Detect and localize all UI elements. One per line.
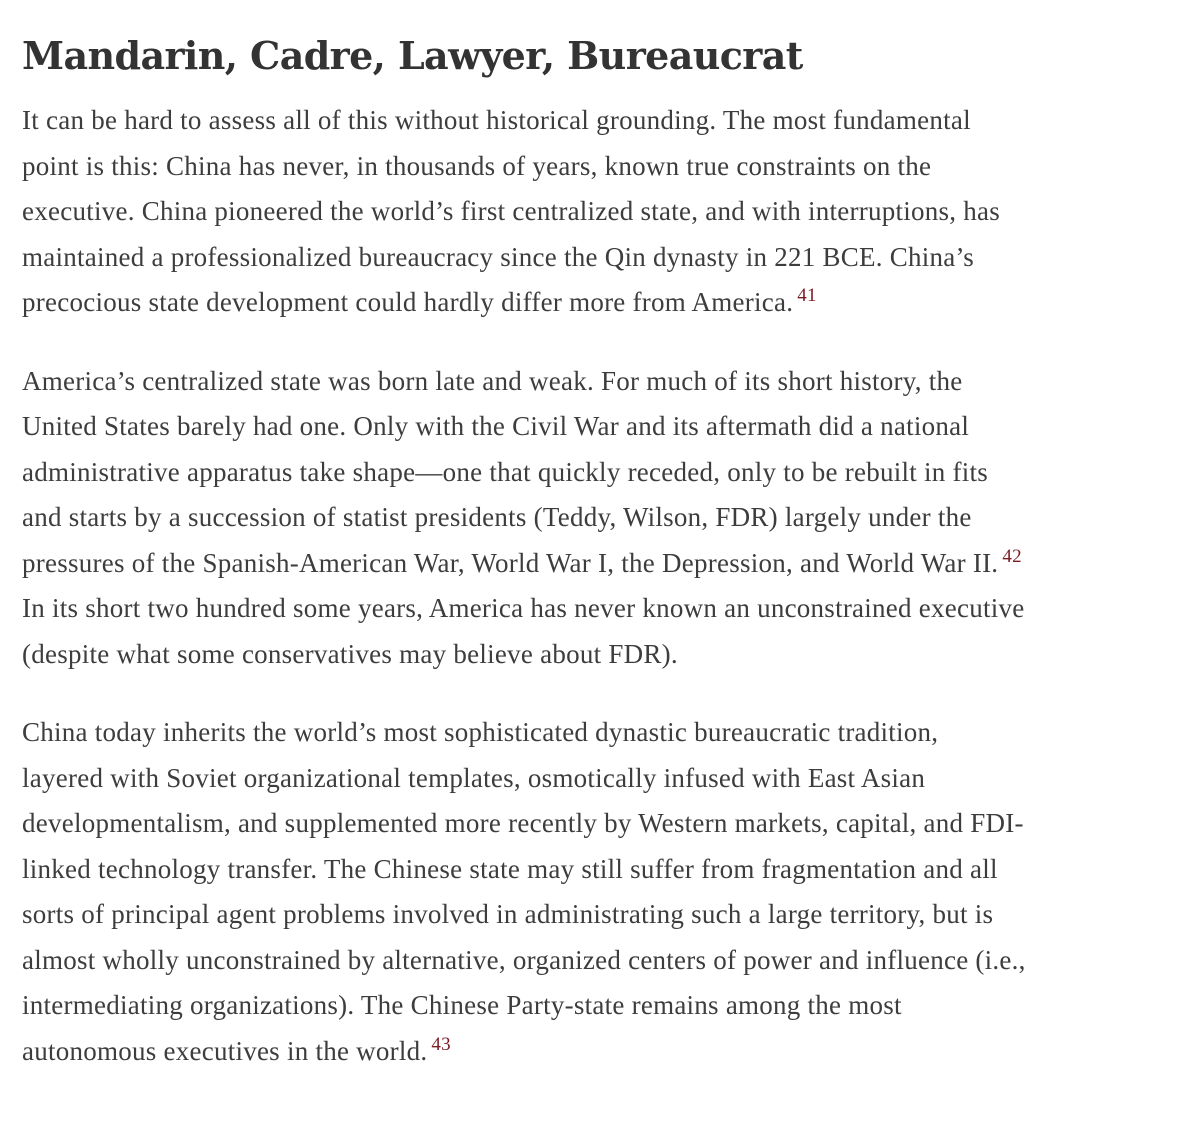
paragraph-line: linked technology transfer. The Chinese state may still suffer from fragmentation and all [22,853,998,884]
paragraph-line: It can be hard to assess all of this without historical grounding. The most fundamental [22,105,971,135]
footnote-link[interactable]: 42 [1002,545,1022,567]
paragraph-line [22,1029,1182,1075]
paragraph-line: China today inherits the world’s most sophisticated dynastic bureaucratic tradition, [22,717,939,747]
paragraph-line: sorts of principal agent problems involved in administrating such a large territory, but is [22,899,994,929]
section-heading: Mandarin, Cadre, Lawyer, Bureaucrat [22,33,803,78]
paragraph-line-text: autonomous executives in the world. [22,1035,428,1066]
paragraph-line [22,280,1182,326]
paragraph-line-text: pressures of the Spanish-American War, World War I, the Depression, and World War II. [22,547,999,578]
paragraph-line: and starts by a succession of statist presidents (Teddy, Wilson, FDR) largely under the [22,502,972,532]
paragraph-line: developmentalism, and supplemented more recently by Western markets, capital, and FDI- [22,808,1024,838]
paragraph-china-today [22,710,1182,1074]
footnote-link[interactable]: 41 [797,285,817,306]
footnote-link[interactable]: 43 [431,1033,451,1055]
article-section [22,0,1182,1074]
paragraph-line: intermediating organizations). The Chinese Party-state remains among the most [22,990,902,1020]
paragraph-line: point is this: China has never, in thousands of years, known true constraints on the [22,150,932,181]
paragraph-line: United States barely had one. Only with the Civil War and its aftermath did a national [22,411,970,441]
paragraph-line: almost wholly unconstrained by alternative, organized centers of power and influence (i.e., [22,944,1026,975]
paragraph-line: executive. China pioneered the world’s first centralized state, and with interruptions, has [22,196,1000,226]
paragraph-line: America’s centralized state was born late and weak. For much of its short history, the [22,365,963,396]
paragraph-line [22,541,1182,587]
paragraph-china-state-history [22,98,1182,326]
paragraph-line: In its short two hundred some years, America has never known an unconstrained executive [22,593,1025,623]
paragraph-america-state-history [22,359,1182,678]
paragraph-line: (despite what some conservatives may believe about FDR). [22,638,678,669]
paragraph-line: maintained a professionalized bureaucracy since the Qin dynasty in 221 BCE. China’s [22,241,974,272]
paragraph-line: layered with Soviet organizational templates, osmotically infused with East Asian [22,762,926,793]
paragraph-line-text: precocious state development could hardly differ more from America. [22,287,794,317]
paragraph-line: administrative apparatus take shape—one that quickly receded, only to be rebuilt in fits [22,456,988,487]
